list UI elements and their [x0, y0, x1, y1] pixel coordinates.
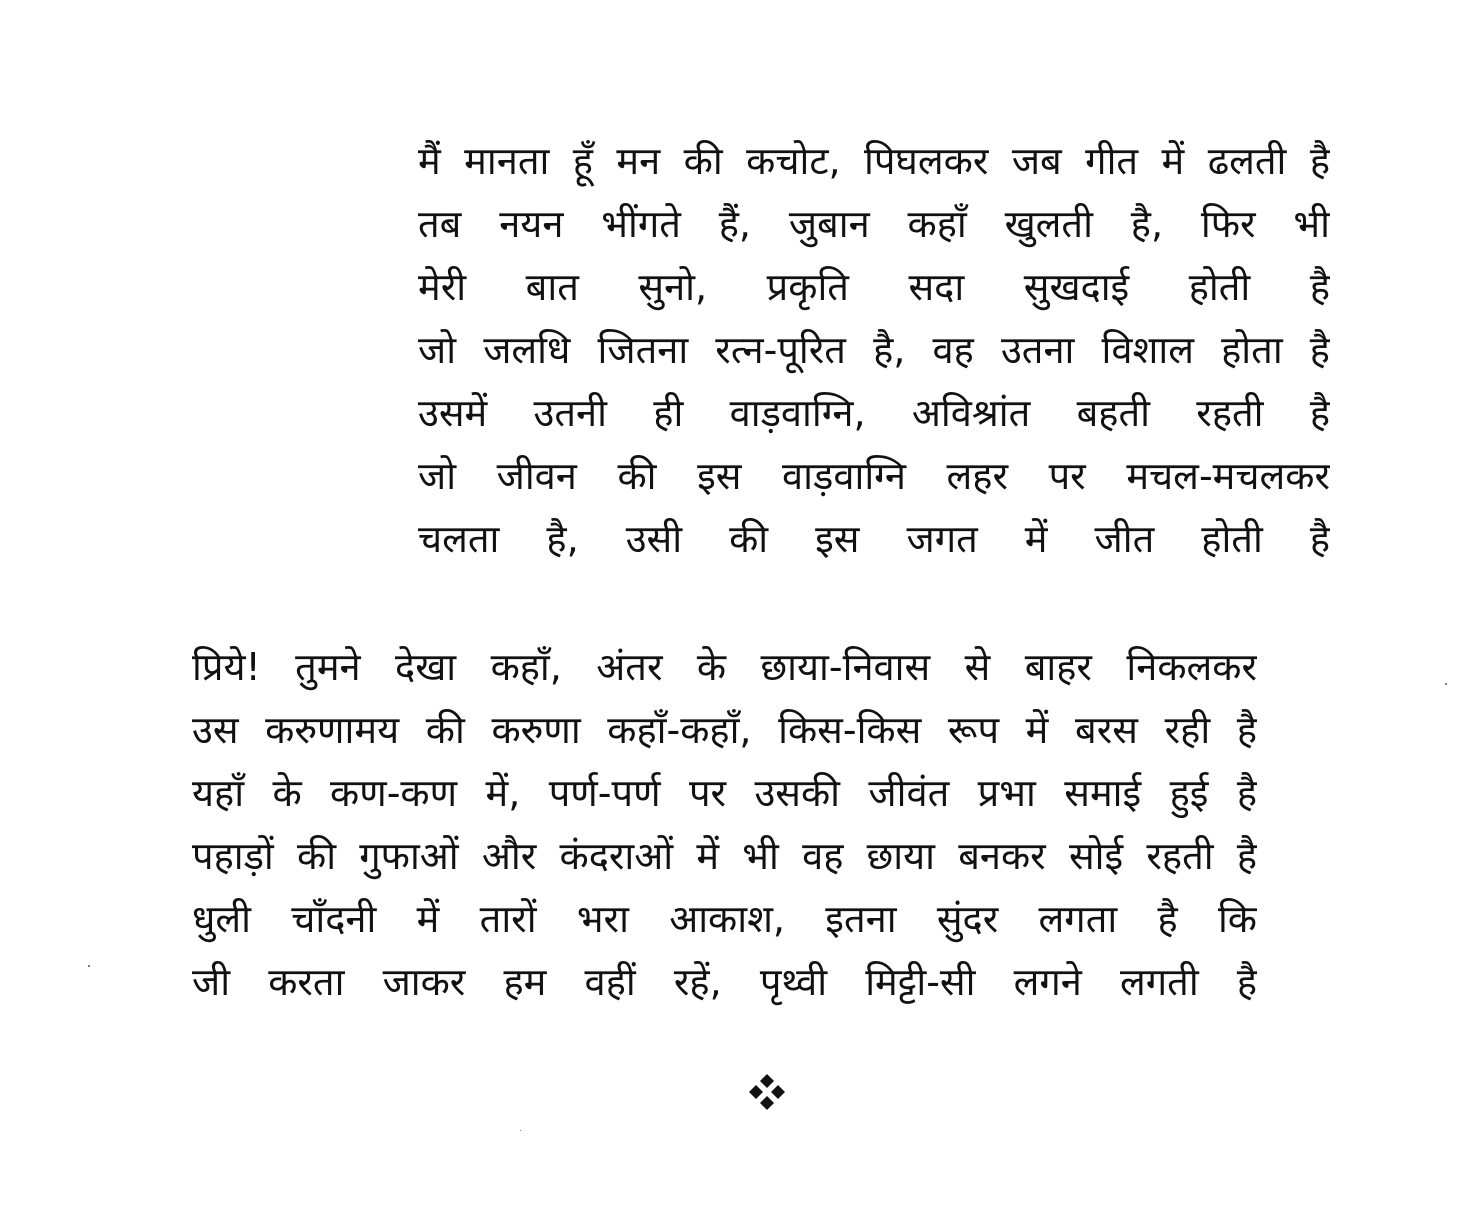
- scan-speck: [88, 965, 90, 967]
- verse-line: उस करुणामय की करुणा कहाँ-कहाँ, किस-किस रूप में बरस रही है: [192, 708, 1257, 752]
- verse-line: चलता है, उसी की इस जगत में जीत होती है: [418, 517, 1330, 561]
- scan-speck: [1445, 683, 1447, 685]
- verse-line: मेरी बात सुनो, प्रकृति सदा सुखदाई होती है: [418, 265, 1330, 309]
- stanza-1: [418, 130, 1330, 571]
- scan-speck: [520, 1130, 521, 1131]
- verse-line: यहाँ के कण-कण में, पर्ण-पर्ण पर उसकी जीवंत प्रभा समाई हुई है: [192, 771, 1257, 815]
- verse-line: तब नयन भींगते हैं, जुबान कहाँ खुलती है, फिर भी: [418, 202, 1330, 246]
- stanza-2: [192, 636, 1257, 1014]
- verse-line: प्रिये! तुमने देखा कहाँ, अंतर के छाया-निवास से बाहर निकलकर: [192, 645, 1257, 689]
- four-diamond-ornament-icon: [747, 1072, 787, 1112]
- verse-line: जो जीवन की इस वाड़वाग्नि लहर पर मचल-मचलकर: [418, 454, 1330, 498]
- verse-line: जी करता जाकर हम वहीं रहें, पृथ्वी मिट्टी-सी लगने लगती है: [192, 960, 1257, 1004]
- verse-line: उसमें उतनी ही वाड़वाग्नि, अविश्रांत बहती रहती है: [418, 391, 1330, 435]
- verse-line: जो जलधि जितना रत्न-पूरित है, वह उतना विशाल होता है: [418, 328, 1330, 372]
- verse-line: पहाड़ों की गुफाओं और कंदराओं में भी वह छाया बनकर सोई रहती है: [192, 834, 1257, 878]
- verse-line: धुली चाँदनी में तारों भरा आकाश, इतना सुंदर लगता है कि: [192, 897, 1257, 941]
- verse-line: मैं मानता हूँ मन की कचोट, पिघलकर जब गीत में ढलती है: [418, 139, 1330, 183]
